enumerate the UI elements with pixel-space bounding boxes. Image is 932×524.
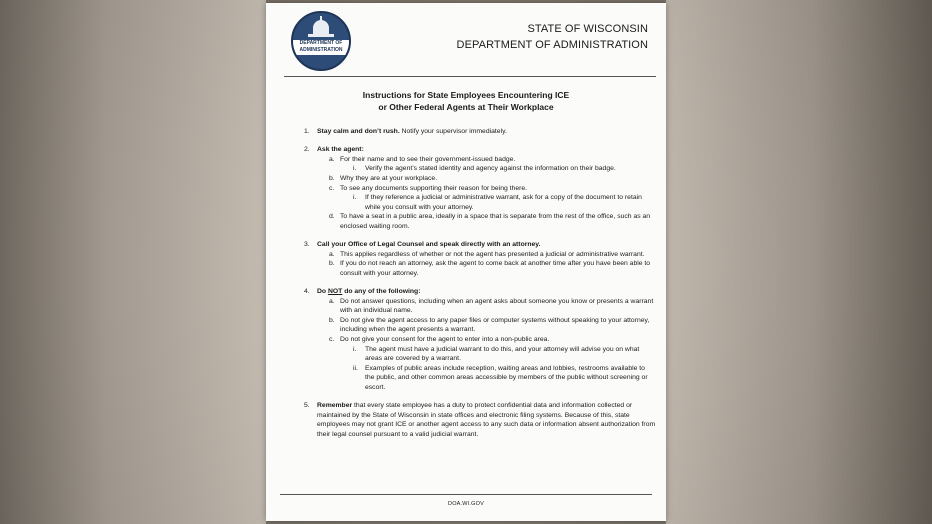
sub-text: To see any documents supporting their reason for being there. (340, 184, 528, 192)
sub-text: For their name and to see their government-issued badge. (340, 155, 516, 163)
sub-text: Do not give the agent access to any paper files or computer systems without speaking to your attorney, including when the agent presents a warrant. (340, 316, 650, 334)
sub-sub-marker: ii. (353, 364, 358, 372)
item-number: 1. (304, 128, 310, 135)
heading-emphasis: NOT (327, 288, 343, 296)
item-heading: Call your Office of Legal Counsel and speak directly with an attorney. (317, 241, 541, 249)
list-item (304, 145, 656, 231)
sub-sub-item (317, 193, 656, 212)
sub-item (317, 184, 656, 194)
item-heading (317, 288, 420, 295)
item-heading: Ask the agent: (317, 146, 364, 154)
item-text: that every state employee has a duty to protect confidential data and information collected or maintained by the State of Wisconsin in state offices and electronic filing systems. Because of this, state employees may not grant ICE or another agent access to any such data or information absent authorization from their legal counsel pursuant to a valid judicial warrant. (317, 402, 656, 438)
list-item (304, 401, 656, 439)
sub-sub-marker: i. (353, 194, 357, 202)
capitol-base-icon (308, 34, 334, 37)
list-item (304, 127, 656, 137)
document-page (266, 3, 666, 521)
sub-marker: c. (329, 184, 335, 192)
sub-sub-text: Verify the agent’s stated identity and agency against the information on their badge. (365, 165, 616, 173)
seal-band (293, 40, 349, 55)
capitol-dome-icon (313, 20, 329, 34)
item-text: Notify your supervisor immediately. (399, 128, 507, 135)
sub-item (317, 316, 656, 335)
sub-sub-item (317, 364, 656, 393)
sub-text: Why they are at your workplace. (340, 174, 438, 182)
sub-item (317, 174, 656, 184)
seal-line2: ADMINISTRATION (299, 47, 343, 53)
sub-sub-text: If they reference a judicial or administrative warrant, ask for a copy of the document to retain while you consult with your attorney. (365, 194, 642, 211)
sub-sub-marker: i. (353, 165, 357, 173)
sub-item (317, 335, 656, 345)
sub-marker: a. (329, 250, 335, 258)
state-name: STATE OF WISCONSIN (527, 23, 648, 35)
title-line1: Instructions for State Employees Encountering ICE (362, 90, 570, 100)
sub-item (317, 297, 656, 316)
footer-url: DOA.WI.GOV (448, 501, 484, 507)
sub-marker: b. (329, 316, 335, 324)
seal-line1: DEPARTMENT OF (299, 40, 343, 46)
department-name: DEPARTMENT OF ADMINISTRATION (456, 39, 648, 51)
item-heading: Remember (317, 402, 353, 410)
sub-marker: b. (329, 174, 335, 182)
sub-marker: c. (329, 336, 335, 344)
document-title (266, 89, 666, 113)
item-number: 5. (304, 402, 310, 410)
sub-sub-item (317, 164, 656, 174)
blurred-background-right (666, 0, 932, 524)
blurred-background-left (0, 0, 266, 524)
sub-text: Do not answer questions, including when an agent asks about someone you know or presents a warrant with an individual name. (340, 297, 654, 315)
sub-marker: d. (329, 213, 335, 221)
sub-sub-text: Examples of public areas include reception, waiting areas and lobbies, restrooms available to the public, and other common areas accessible by members of the public without screening or escort. (365, 364, 648, 392)
item-number: 4. (304, 288, 310, 296)
title-line2: or Other Federal Agents at Their Workplace (378, 102, 554, 112)
sub-sub-text: The agent must have a judicial warrant to do this, and your attorney will advise you on what areas are covered by a warrant. (365, 345, 640, 363)
footer-divider (280, 494, 652, 495)
item-number: 3. (304, 241, 310, 249)
item-heading: Stay calm and don’t rush. (317, 128, 400, 135)
header-divider (284, 76, 656, 77)
list-item (304, 240, 656, 278)
sub-item (317, 212, 656, 231)
department-seal-logo (291, 11, 351, 71)
instructions-list (304, 127, 656, 448)
sub-text: This applies regardless of whether or not the agent has presented a judicial or administrative warrant. (340, 250, 645, 258)
sub-marker: b. (329, 260, 335, 268)
sub-item (317, 250, 656, 260)
sub-item (317, 259, 656, 278)
sub-marker: a. (329, 297, 335, 305)
item-number: 2. (304, 146, 310, 154)
heading-part: Do (317, 288, 328, 296)
heading-part: do any of the following: (342, 288, 421, 296)
sub-sub-item (317, 345, 656, 364)
sub-text: To have a seat in a public area, ideally in a space that is separate from the rest of the office, such as an enclosed waiting room. (340, 213, 651, 230)
letterhead (457, 21, 648, 53)
sub-item (317, 155, 656, 165)
sub-text: Do not give your consent for the agent to enter into a non-public area. (340, 336, 550, 344)
sub-sub-marker: i. (353, 345, 357, 353)
sub-marker: a. (329, 155, 335, 163)
sub-text: If you do not reach an attorney, ask the agent to come back at another time after you have been able to consult with your attorney. (340, 260, 651, 277)
list-item (304, 287, 656, 393)
